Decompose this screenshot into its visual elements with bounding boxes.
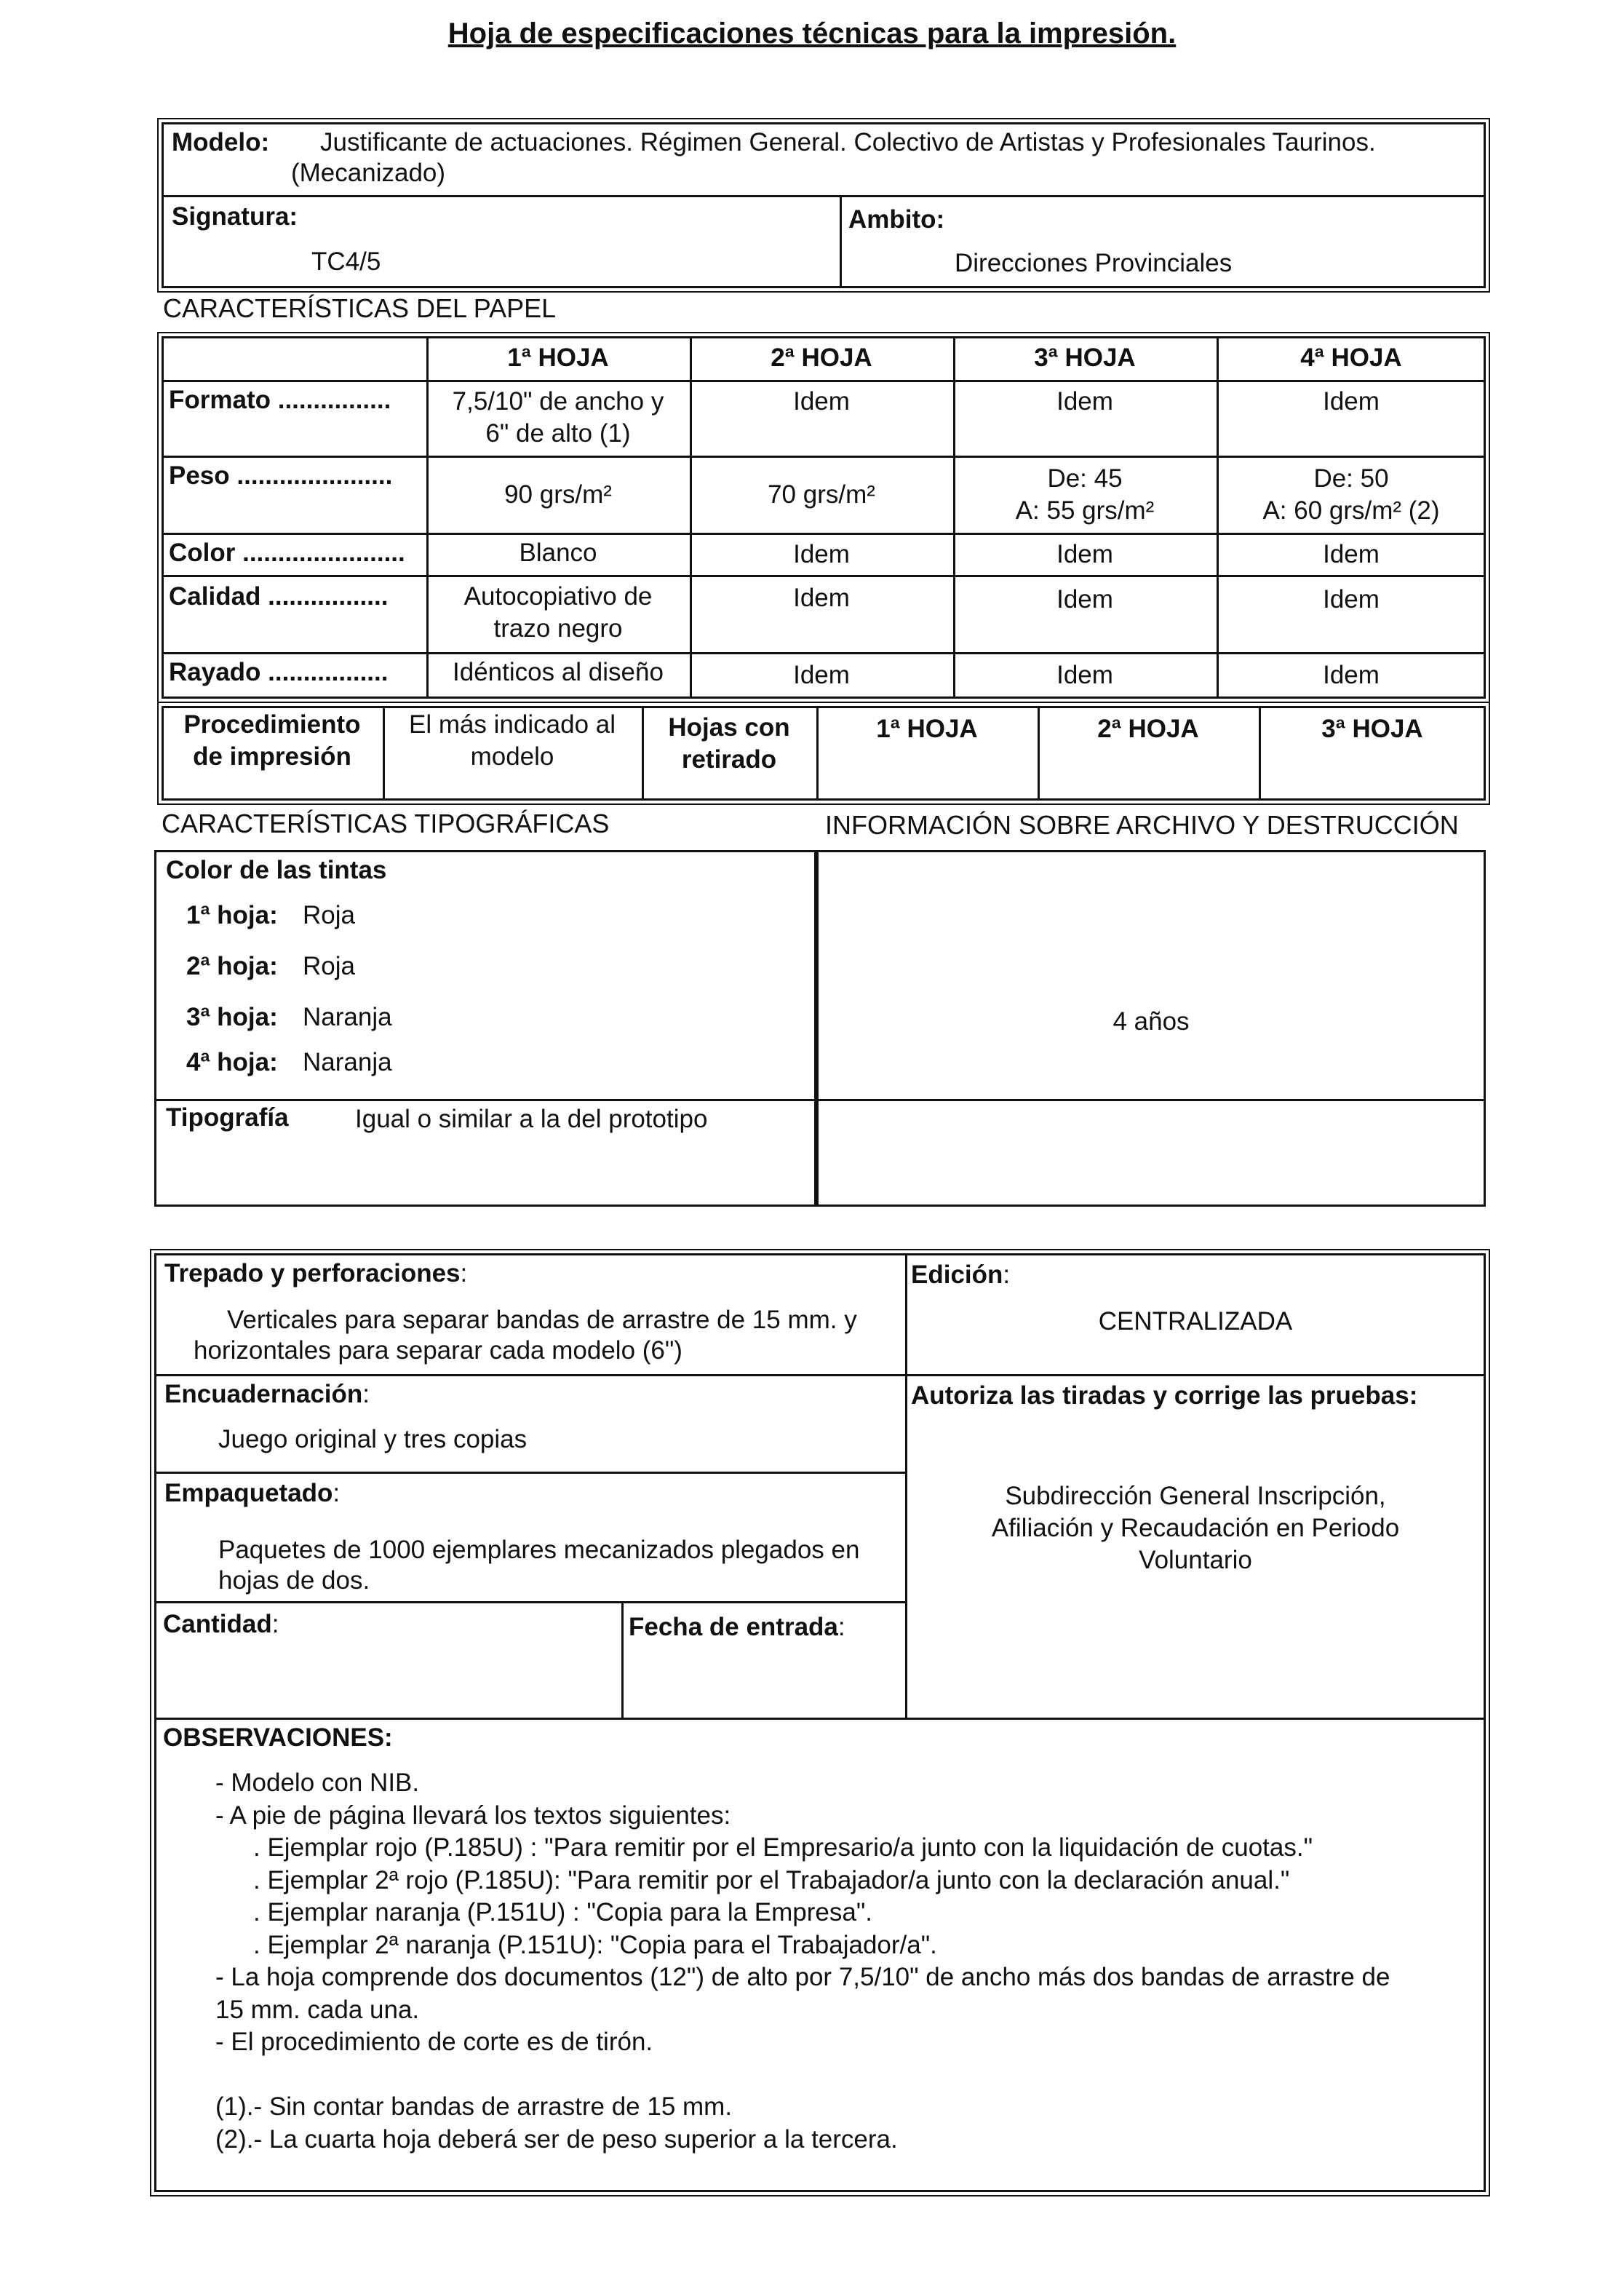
- observacion-line: . Ejemplar rojo (P.185U) : "Para remitir por el Empresario/a junto con la liquidación de cuotas.": [253, 1833, 1313, 1862]
- row-line: [162, 456, 1486, 458]
- modelo-value: Justificante de actuaciones. Régimen General. Colectivo de Artistas y Profesionales Taurinos.: [320, 128, 1376, 156]
- row-line: [162, 652, 1486, 654]
- cell-color-hoja3: Idem: [1056, 540, 1113, 568]
- retirado-hoja1: 1ª HOJA: [876, 715, 978, 743]
- col-header-hoja2: 2ª HOJA: [771, 344, 872, 372]
- divider: [154, 1601, 905, 1603]
- cell-peso-hoja2: 70 grs/m²: [768, 480, 875, 509]
- autoriza-label: Autoriza las tiradas y corrige las pruebas:: [911, 1381, 1418, 1410]
- cell-calidad-hoja1: Autocopiativo de trazo negro: [463, 582, 653, 643]
- cell-color-hoja2: Idem: [793, 540, 850, 568]
- trepado-label-wrap: Trepado y perforaciones:: [164, 1259, 468, 1287]
- tipograficas-section-title: CARACTERÍSTICAS TIPOGRÁFICAS: [162, 809, 610, 838]
- retirado-hoja3: 3ª HOJA: [1321, 715, 1423, 743]
- hojas-retirado-label: Hojas con retirado: [668, 713, 790, 774]
- observacion-line: . Ejemplar 2ª rojo (P.185U): "Para remitir por el Trabajador/a junto con la declaración anual.": [253, 1865, 1290, 1894]
- divider: [154, 1472, 905, 1474]
- procedimiento-value: El más indicado al modelo: [408, 710, 616, 771]
- row-line: [162, 533, 1486, 535]
- row-label-rayado: Rayado .................: [169, 658, 389, 686]
- observacion-line: (1).- Sin contar bandas de arrastre de 15 mm.: [215, 2092, 733, 2121]
- trepado-line2: horizontales para separar cada modelo (6"): [194, 1336, 682, 1365]
- page-title: Hoja de especificaciones técnicas para la impresión.: [447, 17, 1177, 49]
- cell-formato-hoja3: Idem: [1056, 387, 1113, 416]
- trepado-label: Trepado y perforaciones: [164, 1259, 461, 1287]
- cell-formato-hoja4: Idem: [1323, 387, 1380, 416]
- divider: [154, 1374, 1486, 1376]
- divider: [154, 1718, 1486, 1720]
- tinta-hoja3-value: Naranja: [303, 1003, 392, 1031]
- cell-rayado-hoja2: Idem: [793, 661, 850, 689]
- cell-color-hoja4: Idem: [1323, 540, 1380, 568]
- observacion-line: - La hoja comprende dos documentos (12") de alto por 7,5/10" de ancho más dos bandas de arrastre de: [215, 1963, 1390, 1991]
- observacion-line: - Modelo con NIB.: [215, 1769, 420, 1797]
- observacion-line: [215, 2059, 1390, 2092]
- divider: [154, 1099, 816, 1101]
- tinta-hoja3-label: 3ª hoja:: [186, 1003, 278, 1031]
- col-header-hoja3: 3ª HOJA: [1034, 344, 1136, 372]
- row-line: [162, 380, 1486, 382]
- signatura-value: TC4/5: [311, 247, 381, 276]
- tintas-label: Color de las tintas: [166, 856, 387, 884]
- modelo-label: Modelo:: [172, 128, 270, 156]
- tinta-hoja4-value: Naranja: [303, 1048, 392, 1076]
- observaciones-list: [215, 1767, 1390, 2156]
- retirado-hoja2: 2ª HOJA: [1097, 715, 1199, 743]
- modelo-value-line2: (Mecanizado): [291, 159, 446, 187]
- tinta-hoja1-value: Roja: [303, 901, 355, 929]
- encuadernacion-label: Encuadernación: [164, 1380, 363, 1408]
- encuadernacion-label-wrap: Encuadernación:: [164, 1380, 370, 1408]
- cell-color-hoja1: Blanco: [519, 539, 597, 567]
- edicion-value: CENTRALIZADA: [1098, 1307, 1293, 1336]
- tipografia-value: Igual o similar a la del prototipo: [355, 1105, 708, 1133]
- row-label-calidad: Calidad .................: [169, 582, 389, 611]
- observacion-line: . Ejemplar 2ª naranja (P.151U): "Copia para el Trabajador/a".: [253, 1930, 937, 1959]
- row-label-formato: Formato ................: [169, 386, 391, 414]
- col-header-hoja1: 1ª HOJA: [507, 344, 609, 372]
- procedimiento-label: Procedimiento de impresión: [183, 710, 361, 771]
- observaciones-label: OBSERVACIONES:: [163, 1723, 393, 1752]
- edicion-label-wrap: Edición:: [911, 1261, 1011, 1289]
- col-header-hoja4: 4ª HOJA: [1300, 344, 1402, 372]
- observacion-line: . Ejemplar naranja (P.151U) : "Copia para la Empresa".: [253, 1898, 873, 1926]
- cell-calidad-hoja2: Idem: [793, 584, 850, 612]
- cell-peso-hoja3: De: 45 A: 55 grs/m²: [1015, 464, 1155, 525]
- papel-section-title: CARACTERÍSTICAS DEL PAPEL: [163, 293, 557, 323]
- observacion-line: 15 mm. cada una.: [215, 1995, 420, 2024]
- cell-peso-hoja1: 90 grs/m²: [504, 480, 612, 509]
- empaquetado-label: Empaquetado: [164, 1479, 333, 1507]
- divider: [840, 195, 842, 288]
- observacion-line: - A pie de página llevará los textos siguientes:: [215, 1801, 731, 1830]
- empaquetado-label-wrap: Empaquetado:: [164, 1479, 341, 1507]
- divider: [621, 1601, 624, 1718]
- cell-rayado-hoja1: Idénticos al diseño: [453, 658, 664, 686]
- ambito-label: Ambito:: [848, 205, 945, 234]
- observacion-line: - El procedimiento de corte es de tirón.: [215, 2028, 653, 2056]
- tinta-hoja1-label: 1ª hoja:: [186, 901, 278, 929]
- signatura-label: Signatura:: [172, 202, 298, 231]
- cell-rayado-hoja3: Idem: [1056, 661, 1113, 689]
- empaquetado-line2: hojas de dos.: [218, 1566, 370, 1595]
- archivo-section-title: INFORMACIÓN SOBRE ARCHIVO Y DESTRUCCIÓN: [825, 810, 1459, 840]
- tipografia-label: Tipografía: [166, 1103, 289, 1132]
- tinta-hoja2-value: Roja: [303, 952, 355, 980]
- cantidad-label: Cantidad: [163, 1610, 272, 1638]
- row-line: [162, 575, 1486, 577]
- tinta-hoja4-label: 4ª hoja:: [186, 1048, 278, 1076]
- divider: [816, 1099, 1486, 1101]
- cell-formato-hoja1: 7,5/10" de ancho y 6" de alto (1): [452, 387, 664, 448]
- divider: [162, 195, 1486, 197]
- encuadernacion-value: Juego original y tres copias: [218, 1425, 528, 1453]
- autoriza-value: Subdirección General Inscripción, Afiliación y Recaudación en Periodo Voluntario: [991, 1482, 1400, 1574]
- cell-rayado-hoja4: Idem: [1323, 661, 1380, 689]
- trepado-line1: Verticales para separar bandas de arrastre de 15 mm. y: [227, 1306, 857, 1334]
- cantidad-label-wrap: Cantidad:: [163, 1610, 279, 1638]
- edicion-label: Edición: [911, 1261, 1003, 1289]
- cell-peso-hoja4: De: 50 A: 60 grs/m² (2): [1262, 464, 1440, 525]
- cell-formato-hoja2: Idem: [793, 387, 850, 416]
- fecha-label: Fecha de entrada: [629, 1613, 838, 1641]
- archivo-value: 4 años: [1112, 1007, 1190, 1036]
- cell-calidad-hoja3: Idem: [1056, 585, 1113, 614]
- ambito-value: Direcciones Provinciales: [955, 249, 1233, 277]
- tinta-hoja2-label: 2ª hoja:: [186, 952, 278, 980]
- fecha-label-wrap: Fecha de entrada:: [629, 1613, 845, 1641]
- cell-calidad-hoja4: Idem: [1323, 585, 1380, 614]
- row-label-color: Color .......................: [169, 539, 405, 567]
- observacion-line: (2).- La cuarta hoja deberá ser de peso superior a la tercera.: [215, 2124, 898, 2154]
- empaquetado-line1: Paquetes de 1000 ejemplares mecanizados plegados en: [218, 1536, 860, 1564]
- row-label-peso: Peso ......................: [169, 461, 393, 490]
